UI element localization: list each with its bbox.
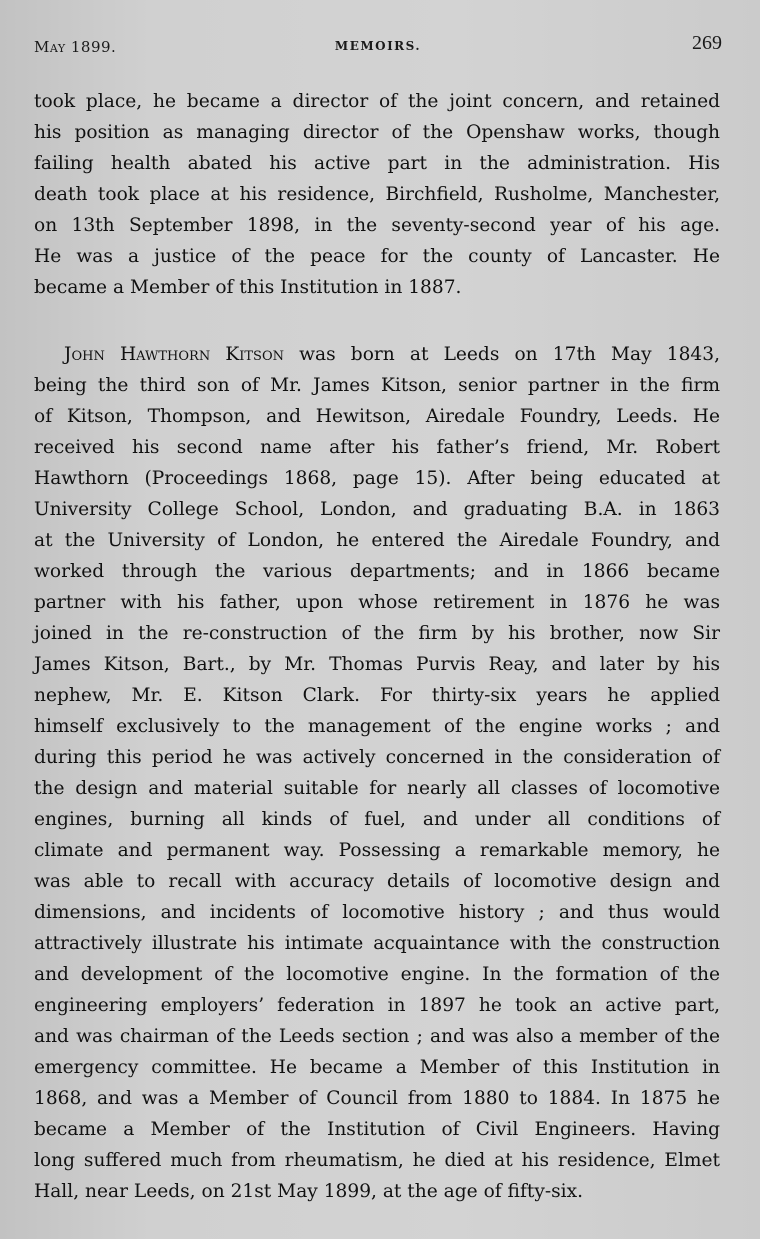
text-line: long suffered much from rheumatism, he died at his residence, Elmet (34, 1150, 720, 1171)
running-head-section: MEMOIRS. (334, 39, 422, 53)
text-line: the design and material suitable for nearly all classes of locomotive (34, 778, 720, 799)
text-line: was able to recall with accuracy details of locomotive design and (34, 871, 720, 892)
text-line: 1868, and was a Member of Council from 1880 to 1884. In 1875 he (34, 1088, 720, 1109)
text-line: worked through the various departments; and in 1866 became (34, 561, 720, 582)
text-line: of Kitson, Thompson, and Hewitson, Airedale Foundry, Leeds. He (34, 406, 720, 427)
text-line: partner with his father, upon whose retirement in 1876 he was (34, 592, 720, 613)
memoir-subject-name: John Hawthorn Kitson (64, 344, 284, 365)
text-line: received his second name after his father’s friend, Mr. Robert (34, 437, 720, 458)
text-line: dimensions, and incidents of locomotive history ; and thus would (34, 902, 720, 923)
text-line: nephew, Mr. E. Kitson Clark. For thirty-six years he applied (34, 685, 720, 706)
memoir-paragraph-kitson (34, 339, 720, 1207)
page-number: 269 (692, 32, 722, 54)
text-line-first (34, 339, 720, 370)
text-line: climate and permanent way. Possessing a remarkable memory, he (34, 840, 720, 861)
text-line: himself exclusively to the management of the engine works ; and (34, 716, 720, 737)
text-line: engines, burning all kinds of fuel, and under all conditions of (34, 809, 720, 830)
text-line: at the University of London, he entered the Airedale Foundry, and (34, 530, 720, 551)
text-line: became a Member of the Institution of Civil Engineers. Having (34, 1119, 720, 1140)
text-line: during this period he was actively concerned in the consideration of (34, 747, 720, 768)
running-head-date: May 1899. (34, 38, 117, 56)
text-line: James Kitson, Bart., by Mr. Thomas Purvis Reay, and later by his (34, 654, 720, 675)
text-line: emergency committee. He became a Member of this Institution in (34, 1057, 720, 1078)
text-line: attractively illustrate his intimate acquaintance with the construction (34, 933, 720, 954)
text-line: Hall, near Leeds, on 21st May 1899, at the age of fifty-six. (34, 1181, 583, 1202)
text-line: became a Member of this Institution in 1887. (34, 277, 462, 298)
text-line: engineering employers’ federation in 1897 he took an active part, (34, 995, 720, 1016)
text-line: being the third son of Mr. James Kitson, senior partner in the firm (34, 375, 720, 396)
text-line: his position as managing director of the Openshaw works, though (34, 122, 720, 143)
text-line: death took place at his residence, Birchfield, Rusholme, Manchester, (34, 184, 720, 205)
running-head (34, 32, 722, 60)
text-line: on 13th September 1898, in the seventy-second year of his age. (34, 215, 720, 236)
text-line: He was a justice of the peace for the county of Lancaster. He (34, 246, 720, 267)
text-line: University College School, London, and graduating B.A. in 1863 (34, 499, 720, 520)
text-line-first-rest: was born at Leeds on 17th May 1843, (299, 344, 721, 365)
text-line: and development of the locomotive engine. In the formation of the (34, 964, 720, 985)
text-line: failing health abated his active part in the administration. His (34, 153, 720, 174)
text-line: Hawthorn (Proceedings 1868, page 15). After being educated at (34, 468, 720, 489)
text-line: and was chairman of the Leeds section ; and was also a member of the (34, 1026, 720, 1047)
text-line: joined in the re-construction of the firm by his brother, now Sir (34, 623, 720, 644)
memoir-paragraph-continued (34, 86, 720, 303)
text-line: took place, he became a director of the joint concern, and retained (34, 91, 720, 112)
